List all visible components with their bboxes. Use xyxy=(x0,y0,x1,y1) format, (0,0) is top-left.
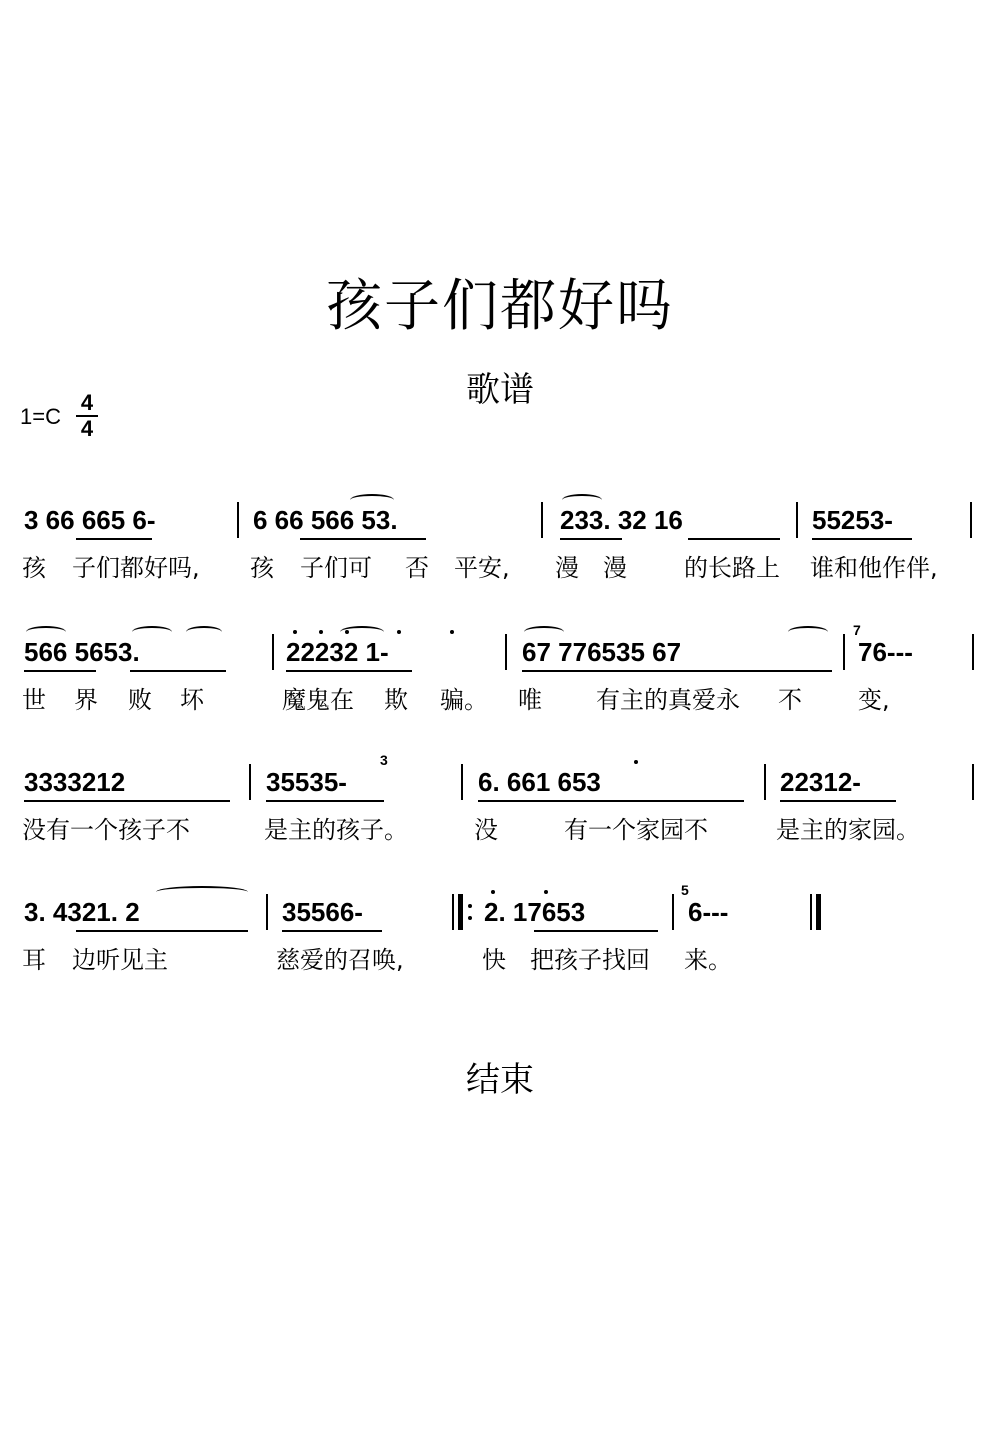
lyric: 把孩子找回 xyxy=(530,946,650,974)
octave-dot xyxy=(397,630,401,634)
lyric: 不 xyxy=(778,686,802,714)
lyric: 漫 xyxy=(603,554,627,582)
underline xyxy=(282,930,382,932)
lyric: 否 xyxy=(405,554,429,582)
lyric: 孩 xyxy=(250,554,274,582)
measure: 55253- xyxy=(812,505,893,535)
grace-note: 5 xyxy=(681,882,689,898)
octave-dot xyxy=(491,890,495,894)
slur xyxy=(350,494,394,506)
octave-dot xyxy=(634,760,638,764)
bar-line xyxy=(764,764,766,800)
lyric: 欺 xyxy=(384,686,408,714)
lyric: 界 xyxy=(74,686,98,714)
bar-line xyxy=(672,894,674,930)
repeat-bar xyxy=(458,894,463,930)
bar-line xyxy=(843,634,845,670)
measure: 3. 4321. 2 xyxy=(24,897,140,927)
measure: 35535- xyxy=(266,767,347,797)
song-title: 孩子们都好吗 xyxy=(326,274,674,339)
bar-line xyxy=(272,634,274,670)
measure: 6 66 566 53. xyxy=(253,505,398,535)
time-signature-top: 4 xyxy=(80,390,94,415)
bar-line xyxy=(972,634,974,670)
measure: 67 776535 67 xyxy=(522,637,682,667)
lyric: 漫 xyxy=(555,554,579,582)
measure: 2. 17653 xyxy=(484,897,586,927)
bar-line xyxy=(810,894,812,930)
underline xyxy=(780,800,896,802)
slur xyxy=(186,626,222,638)
underline xyxy=(478,800,744,802)
bar-line xyxy=(970,502,972,538)
slur xyxy=(562,494,602,506)
lyric: 来。 xyxy=(684,946,732,974)
ending-label: 结束 xyxy=(466,1060,534,1100)
underline xyxy=(688,538,780,540)
score-row-4 xyxy=(0,882,1000,992)
lyric: 变, xyxy=(858,686,890,714)
lyric: 败 xyxy=(128,686,152,714)
repeat-dot xyxy=(468,916,472,920)
lyric: 是主的孩子。 xyxy=(264,816,408,844)
measure: 233. 32 16 xyxy=(560,505,683,535)
measure: 6--- xyxy=(688,897,729,927)
underline xyxy=(76,538,152,540)
underline xyxy=(24,800,230,802)
underline xyxy=(534,930,658,932)
final-bar xyxy=(816,894,821,930)
subtitle: 歌谱 xyxy=(466,370,534,410)
underline xyxy=(266,800,384,802)
octave-dot xyxy=(544,890,548,894)
bar-line xyxy=(249,764,251,800)
measure: 3 66 665 6- xyxy=(24,505,156,535)
grace-note: 7 xyxy=(853,622,861,638)
octave-dot xyxy=(345,630,349,634)
bar-line xyxy=(237,502,239,538)
time-signature-bottom: 4 xyxy=(80,416,94,441)
bar-line xyxy=(796,502,798,538)
lyric: 坏 xyxy=(180,686,204,714)
underline xyxy=(812,538,912,540)
lyric: 耳 xyxy=(22,946,46,974)
measure: 566 5653. xyxy=(24,637,140,667)
bar-line xyxy=(266,894,268,930)
repeat-dot xyxy=(468,904,472,908)
underline xyxy=(522,670,832,672)
measure: 35566- xyxy=(282,897,363,927)
lyric: 慈爱的召唤, xyxy=(276,946,404,974)
octave-dot xyxy=(450,630,454,634)
lyric: 骗。 xyxy=(440,686,488,714)
lyric: 没 xyxy=(474,816,498,844)
slur xyxy=(132,626,172,638)
lyric: 子们都好吗, xyxy=(72,554,200,582)
key-signature: 1=C xyxy=(20,404,61,429)
underline xyxy=(300,538,426,540)
measure: 76--- xyxy=(858,637,913,667)
octave-dot xyxy=(293,630,297,634)
bar-line xyxy=(452,894,454,930)
underline xyxy=(76,930,248,932)
score-row-1 xyxy=(0,500,1000,600)
underline xyxy=(130,670,226,672)
lyric: 的长路上 xyxy=(684,554,780,582)
grace-note: 3 xyxy=(380,752,388,768)
score-row-2 xyxy=(0,622,1000,732)
slur xyxy=(788,626,828,638)
lyric: 谁和他作伴, xyxy=(810,554,938,582)
measure: 6. 661 653 xyxy=(478,767,601,797)
bar-line xyxy=(541,502,543,538)
lyric: 没有一个孩子不 xyxy=(22,816,190,844)
score-row-3 xyxy=(0,752,1000,862)
slur xyxy=(26,626,66,638)
lyric: 是主的家园。 xyxy=(776,816,920,844)
underline xyxy=(286,670,412,672)
octave-dot xyxy=(319,630,323,634)
lyric: 唯 xyxy=(518,686,542,714)
bar-line xyxy=(505,634,507,670)
bar-line xyxy=(972,764,974,800)
bar-line xyxy=(461,764,463,800)
underline xyxy=(560,538,622,540)
lyric: 边听见主 xyxy=(72,946,168,974)
measure: 22232 1- xyxy=(286,637,389,667)
lyric: 有一个家园不 xyxy=(564,816,708,844)
time-signature xyxy=(76,392,98,440)
slur xyxy=(156,886,248,898)
lyric: 孩 xyxy=(22,554,46,582)
lyric: 子们可 xyxy=(300,554,372,582)
lyric: 世 xyxy=(22,686,46,714)
underline xyxy=(24,670,96,672)
slur xyxy=(524,626,564,638)
lyric: 魔鬼在 xyxy=(282,686,354,714)
lyric: 快 xyxy=(482,946,506,974)
measure: 22312- xyxy=(780,767,861,797)
measure: 3333212 xyxy=(24,767,126,797)
lyric: 平安, xyxy=(454,554,510,582)
lyric: 有主的真爱永 xyxy=(596,686,740,714)
